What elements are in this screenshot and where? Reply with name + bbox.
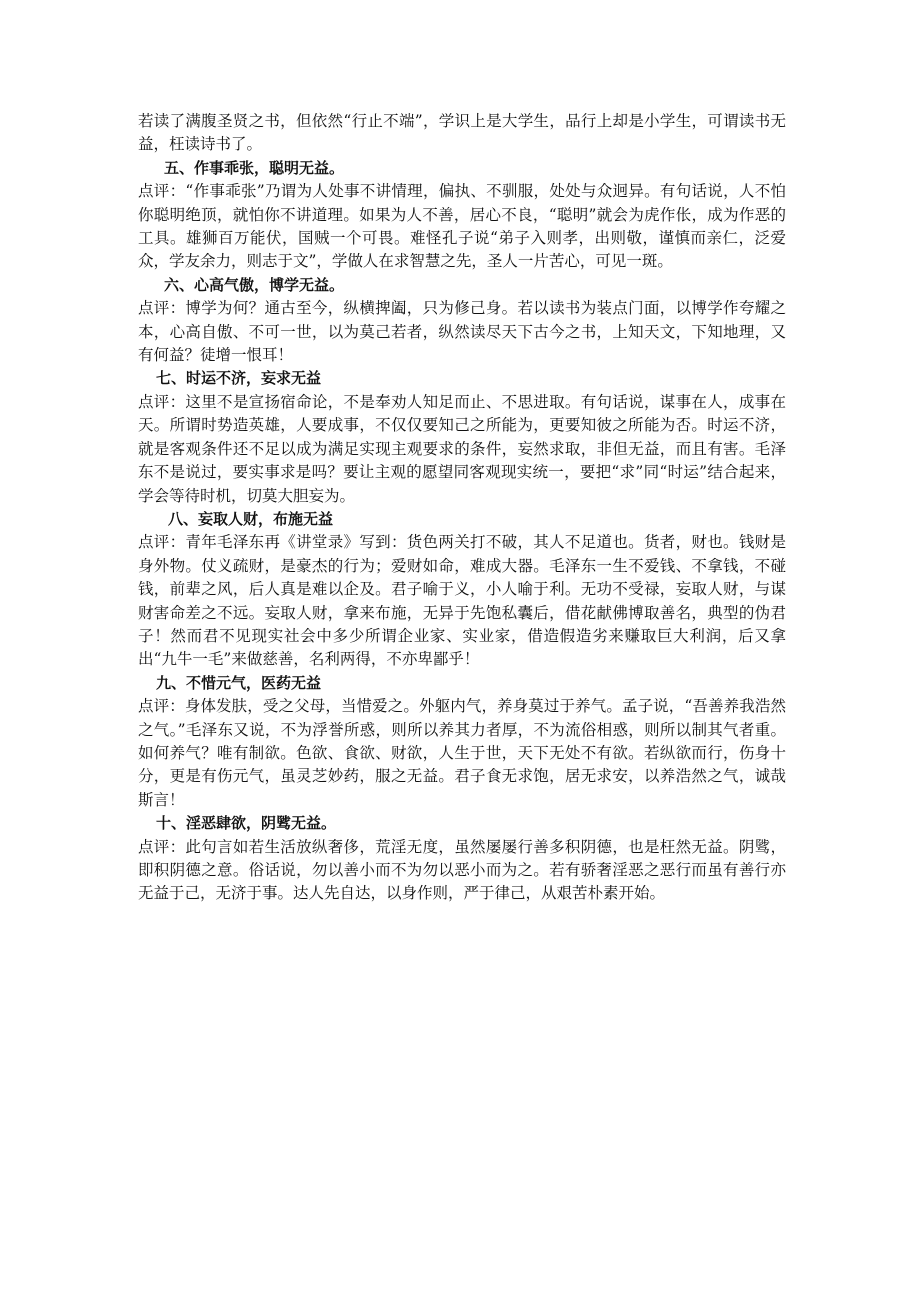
section-7-heading: 七、时运不济，妄求无益 <box>156 369 322 388</box>
section-10-body: 点评：此句言如若生活放纵奢侈，荒淫无度，虽然屡屡行善多积阴德，也是枉然无益。阴骘，即积阴德之意。俗话说，勿以善小而不为勿以恶小而为之。若有骄奢淫恶之恶行而虽有善行亦无益于己，无济于事。达人先自达，以身作则，严于律己，从艰苦朴素开始。 <box>138 837 786 903</box>
section-6-body: 点评：博学为何？通古至今，纵横捭阖，只为修己身。若以读书为装点门面，以博学作夸耀之本，心高自傲、不可一世，以为莫己若者，纵然读尽天下古今之书，上知天文，下知地理，又有何益？徒增一恨耳！ <box>138 299 786 365</box>
section-8-body: 点评：青年毛泽东再《讲堂录》写到：货色两关打不破，其人不足道也。货者，财也。钱财是身外物。仗义疏财，是豪杰的行为；爱财如命，难成大器。毛泽东一生不爱钱、不拿钱，不碰钱，前辈之风，后人真是难以企及。君子喻于义，小人喻于利。无功不受禄，妄取人财，与谋财害命差之不远。妄取人财，拿来布施，无异于先饱私囊后，借花献佛博取善名，典型的伪君子！然而君不见现实社会中多少所谓企业家、实业家，借造假造劣来赚取巨大利润，后又拿出“九牛一毛”来做慈善，名利两得，不亦卑鄙乎！ <box>138 533 786 669</box>
section-5-body: 点评：“作事乖张”乃谓为人处事不讲情理，偏执、不驯服，处处与众迥异。有句话说，人不怕你聪明绝顶，就怕你不讲道理。如果为人不善，居心不良，“聪明”就会为虎作伥，成为作恶的工具。雄狮百万能伏，国贼一个可畏。难怪孔子说“弟子入则孝，出则敬，谨慎而亲仁，泛爱众，学友余力，则志于文”，学做人在求智慧之先，圣人一片苦心，可见一斑。 <box>138 182 786 271</box>
section-7-body: 点评：这里不是宣扬宿命论，不是奉劝人知足而止、不思进取。有句话说，谋事在人，成事在天。所谓时势造英雄，人要成事，不仅仅要知己之所能为，更要知彼之所能为否。时运不济，就是客观条件还不足以成为满足实现主观要求的条件，妄然求取，非但无益，而且有害。毛泽东不是说过，要实事求是吗？要让主观的愿望同客观现实统一，要把“求”同“时运”结合起来，学会等待时机，切莫大胆妄为。 <box>138 392 786 505</box>
document-page <box>138 110 786 906</box>
section-6-heading: 六、心高气傲，博学无益。 <box>164 275 345 294</box>
section-10-heading: 十、淫恶肆欲，阴骘无益。 <box>156 814 337 833</box>
section-5-heading: 五、作事乖张，聪明无益。 <box>164 158 345 177</box>
intro-paragraph: 若读了满腹圣贤之书，但依然“行止不端”，学识上是大学生，品行上却是小学生，可谓读书无益，枉读诗书了。 <box>138 112 786 154</box>
section-9-heading: 九、不惜元气，医药无益 <box>156 673 322 692</box>
section-8-heading: 八、妄取人财，布施无益 <box>168 509 334 528</box>
section-9-body: 点评：身体发肤，受之父母，当惜爱之。外躯内气，养身莫过于养气。孟子说，“吾善养我浩然之气。”毛泽东又说，不为浮誉所惑，则所以养其力者厚，不为流俗相惑，则所以制其气者重。如何养气？唯有制欲。色欲、食欲、财欲，人生于世，天下无处不有欲。若纵欲而行，伤身十分，更是有伤元气，虽灵芝妙药，服之无益。君子食无求饱，居无求安，以养浩然之气，诚哉斯言！ <box>138 697 786 809</box>
